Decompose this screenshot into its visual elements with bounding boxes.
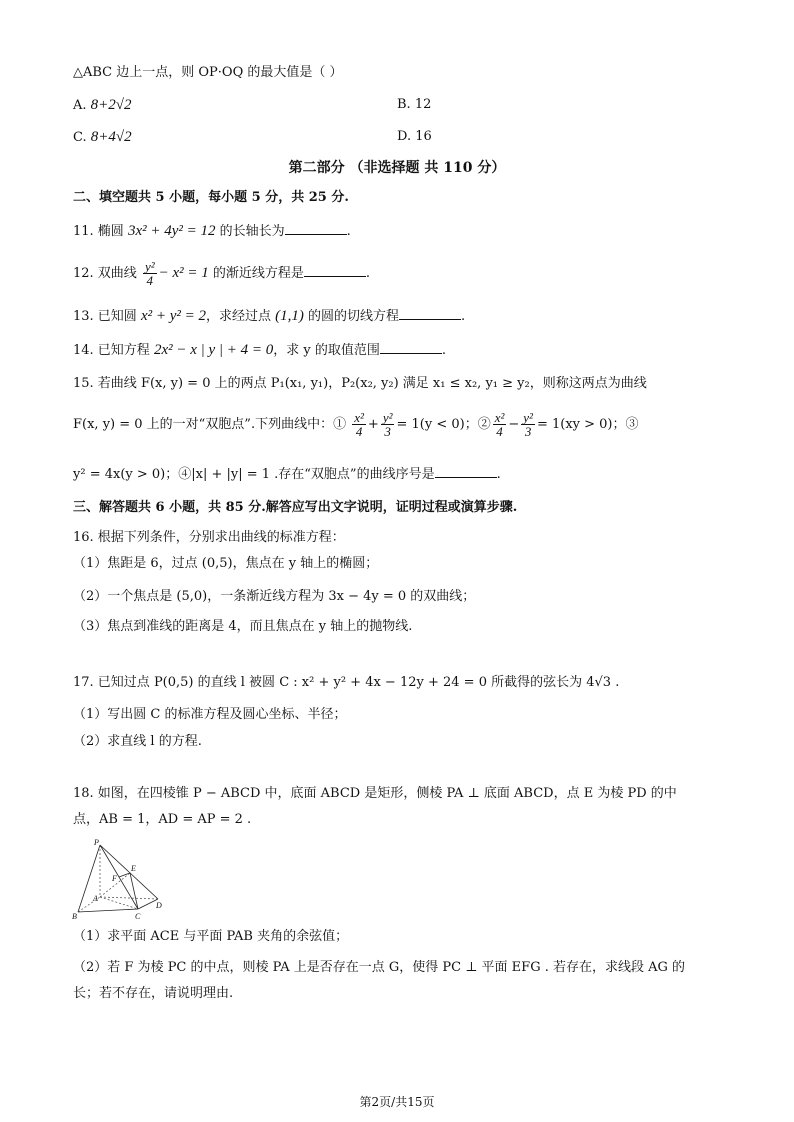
label-b: B [72,912,77,921]
edge-fe [119,873,130,877]
q15-line2: F(x, y) = 0 上的一对“双胞点”.下列曲线中：① $\frac{\text{x²}}{4}$ + $\frac{\text{y²}}{3}$ = 1(y < 0)；② $\frac{\text{x²}}{4}$ − $\frac{\text{y²}}{3}$ = 1(xy > 0)；③ [73,410,639,439]
answer-blank[interactable] [380,341,442,354]
fraction: $\frac{\text{y²}}{3}$ [382,410,393,439]
fraction: $\frac{\text{x²}}{4}$ [494,410,505,439]
section3-title: 三、解答题共 6 小题，共 85 分.解答应写出文字说明，证明过程或演算步骤. [73,500,518,515]
answer-blank[interactable] [285,222,347,235]
q10-stem: △ABC 边上一点，则 OP·OQ 的最大值是（ ） [73,65,343,80]
label-p: P [94,838,99,847]
section2-title: 二、填空题共 5 小题，每小题 5 分，共 25 分. [73,190,349,205]
edge-ec [130,873,138,909]
option-a[interactable]: A. 8+2√2 [73,97,132,113]
q18-item-1: （1）求平面 ACE 与平面 PAB 夹角的余弦值； [73,929,349,944]
label-e: E [131,864,136,873]
edge-ad [100,897,158,899]
q17-item-2: （2）求直线 l 的方程. [73,734,202,749]
q18-item-3: 长；若不存在，请说明理由. [73,986,234,1001]
q16-stem: 16. 根据下列条件，分别求出曲线的标准方程： [73,530,345,545]
edge-pd [100,845,158,899]
q13: 13. 已知圆 x² + y² = 2，求经过点 (1,1) 的圆的切线方程 . [73,308,466,324]
option-d[interactable]: D. 16 [397,129,432,144]
edge-cd [138,899,158,909]
q15-line1: 15. 若曲线 F(x, y) = 0 上的两点 P₁(x₁, y₁)，P₂(x₂, y₂) 满足 x₁ ≤ x₂, y₁ ≥ y₂，则称这两点为曲线 [73,376,647,391]
label-d: D [156,901,162,910]
label-c: C [135,912,141,921]
edge-bc [78,909,138,912]
label-a: A [93,894,98,903]
part2-title: 第二部分 （非选择题 共 110 分） [288,160,506,176]
q17-item-1: （1）写出圆 C 的标准方程及圆心坐标、半径； [73,707,347,722]
q18-stem-1: 18. 如图，在四棱锥 P − ABCD 中，底面 ABCD 是矩形，侧棱 PA ⊥ 底面 ABCD，点 E 为棱 PD 的中 [73,786,677,801]
q14: 14. 已知方程 2x² − x | y | + 4 = 0，求 y 的取值范围 . [73,342,447,358]
label-f: F [112,874,117,883]
fraction: $\frac{\text{x²}}{4}$ [354,410,364,439]
pyramid-figure [72,837,162,925]
answer-blank[interactable] [399,307,461,320]
answer-blank[interactable] [435,465,497,478]
option-c[interactable]: C. 8+4√2 [73,129,132,145]
q16-item-1: （1）焦距是 6，过点 (0,5)，焦点在 y 轴上的椭圆； [73,556,379,571]
q18-stem-2: 点，AB = 1，AD = AP = 2 . [73,812,252,827]
answer-blank[interactable] [304,264,366,277]
option-b[interactable]: B. 12 [397,97,432,112]
q17-stem: 17. 已知过点 P(0,5) 的直线 l 被圆 C : x² + y² + 4x − 12y + 24 = 0 所截得的弦长为 4√3 . [73,675,620,690]
q12: 12. 双曲线 $\frac{\text{y²}}{4}$ − x² = 1 的渐近线方程是 . [73,259,371,288]
q16-item-2: （2）一个焦点是 (5,0)，一条渐近线方程为 3x − 4y = 0 的双曲线； [73,589,476,604]
q11: 11. 椭圆 3x² + 4y² = 12 的长轴长为 . [73,223,351,239]
fraction: $\frac{\text{y²}}{4}$ [144,259,155,288]
q16-item-3: （3）焦点到准线的距离是 4，而且焦点在 y 轴上的抛物线. [73,619,413,634]
q15-line3: y² = 4x(y > 0)；④|x| + |y| = 1 .存在“双胞点”的曲线序号是 . [73,467,501,482]
page-footer: 第2页/共15页 [359,1095,435,1109]
fraction: $\frac{\text{y²}}{3}$ [523,410,533,439]
q18-item-2: （2）若 F 为棱 PC 的中点，则棱 PA 上是否存在一点 G，使得 PC ⊥ 平面 EFG . 若存在，求线段 AG 的 [73,960,686,975]
